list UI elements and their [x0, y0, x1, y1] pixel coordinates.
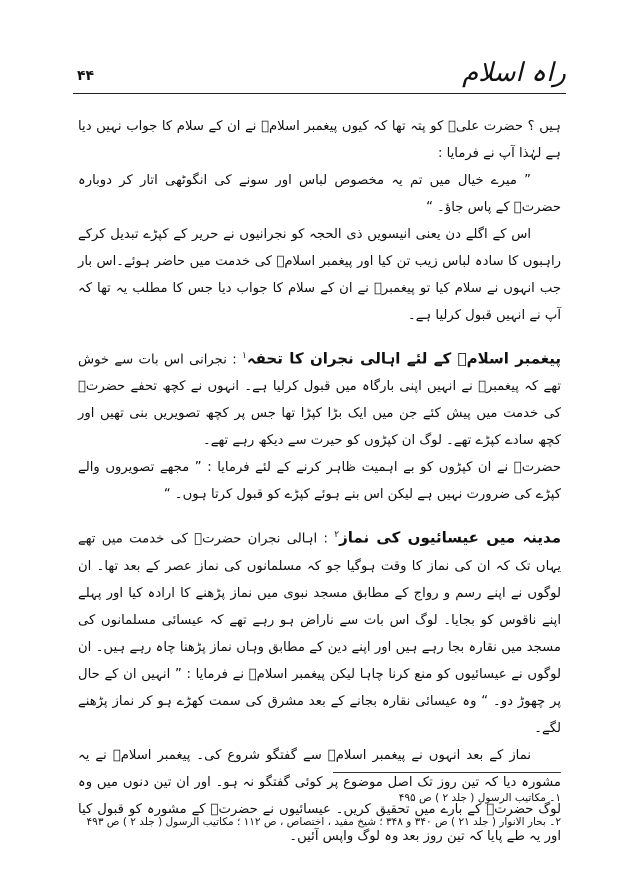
paragraph-1-line-1: ہیں ؟ حضرت علیؑ کو پتہ تھا کہ کیوں پیغمبر اسلامؐ نے ان کے سلام کا جواب نہیں دیا ہے لہٰذا آپ نے فرمایا : — [78, 119, 561, 161]
paragraph-prayer-text: : اہالی نجران حضرتؐ کی خدمت میں تھے یہاں تک کہ ان کی نماز کا وقت ہوگیا جو کہ مسلمانوں کی نماز عصر کے بعد تھا۔ ان لوگوں نے اپنے رسم و رواج کے مطابق مسجد نبوی میں نماز پڑھنے کا ارادہ کیا اور پہلے اپنے ناقوس کو بجایا۔ لوگ اس بات سے ناراض ہو رہے تھے کہ عیسائی مسلمانوں کی مسجد میں نقارہ بجا رہے ہیں اور اپنے دین کے مطابق وہاں نماز پڑھنا چاہ رہے ہیں۔ ان لوگوں نے عیسائیوں کو منع کرنا چاہا لیکن پیغمبر اسلامؐ نے فرمایا : ” انہیں ان کے حال پر چھوڑ دو۔ “ وہ عیسائی نقارہ بجانے کے بعد مشرق کی سمت کھڑے ہو کر نماز پڑھنے لگے۔ — [78, 531, 561, 736]
footnote-ref-1[interactable]: ۱ — [242, 351, 247, 361]
footnote-divider — [333, 772, 561, 773]
page-header — [73, 56, 566, 96]
section-heading-prayer: مدینہ میں عیسائیوں کی نماز — [339, 528, 561, 547]
header-divider — [73, 93, 566, 94]
paragraph-gift-section — [78, 343, 561, 454]
paragraph-1-quote: ” میرے خیال میں تم یہ مخصوص لباس اور سونے کی انگوٹھی اتار کر دوبارہ حضرتؐ کے پاس جاؤ۔ “ — [78, 173, 561, 215]
paragraph-gift-text: : نجرانی اس بات سے خوش تھے کہ پیغمبرؐ نے انہیں اپنی بارگاہ میں قبول کرلیا ہے۔ انہوں نے کچھ تحفے حضرتؐ کی خدمت میں پیش کئے جن میں ایک بڑا کپڑا تھا جس پر کچھ تصویریں بنی تھیں اور کچھ سادے کپڑے تھے۔ لوگ ان کپڑوں کو حیرت سے دیکھ رہے تھے۔ — [78, 352, 561, 449]
footnotes — [78, 786, 561, 834]
page-body — [78, 113, 561, 850]
page-number: ۴۴ — [77, 68, 95, 84]
paragraph-2: اس کے اگلے دن یعنی انیسویں ذی الحجہ کو نجرانیوں نے حریر کے کپڑے تبدیل کرکے راہبوں کا سادہ لباس زیب تن کیا اور پیغمبر اسلامؐ کی خدمت میں حاضر ہوئے۔اس بار جب انہوں نے سلام کیا تو پیغمبرؐ نے ان کے سلام کا جواب دیا جس کا مطلب یہ تھا کہ آپ نے انہیں قبول کرلیا ہے۔ — [78, 227, 561, 323]
paragraph-4: حضرتؐ نے ان کپڑوں کو بے اہمیت ظاہر کرنے کے لئے فرمایا : ” مجھے تصویروں والے کپڑے کی ضرورت نہیں ہے لیکن اس بنے ہوئے کپڑے کو قبول کرتا ہوں۔ “ — [78, 460, 561, 503]
book-title: راہ اسلام — [462, 58, 566, 88]
footnote-ref-2[interactable]: ۲ — [334, 530, 340, 541]
paragraph-6: نماز کے بعد انہوں نے پیغمبر اسلامؐ سے گفتگو شروع کی۔ پیغمبر اسلامؐ نے یہ مشورہ دیا کہ تین روز تک اصل موضوع پر کوئی گفتگو نہ ہو۔ اور ان تین دنوں میں وہ لوگ حضرتؐ کے بارے میں تحقیق کریں۔ عیسائیوں نے حضرتؐ کے مشورہ کو قبول کیا اور یہ طے پایا کہ تین روز بعد وہ لوگ واپس آئیں۔ — [78, 747, 561, 844]
paragraph-prayer-section — [78, 522, 561, 741]
footnote-1: ۱۔ مکاتیب الرسول ( جلد ۲ ) ص ۴۹۵ — [398, 792, 561, 804]
footnote-2: ۲۔ بحار الانوار ( جلد ۲۱ ) ص ۳۴۰ و ۳۴۸ ؛ شیخ مفید ، اختصاص ، ص ۱۱۲ ؛ مکاتیب الرسول ( جلد ۲ ) ص ۴۹۳ — [86, 816, 561, 828]
section-heading-gift: پیغمبر اسلامؐ کے لئے اہالی نجران کا تحفہ — [246, 349, 561, 368]
